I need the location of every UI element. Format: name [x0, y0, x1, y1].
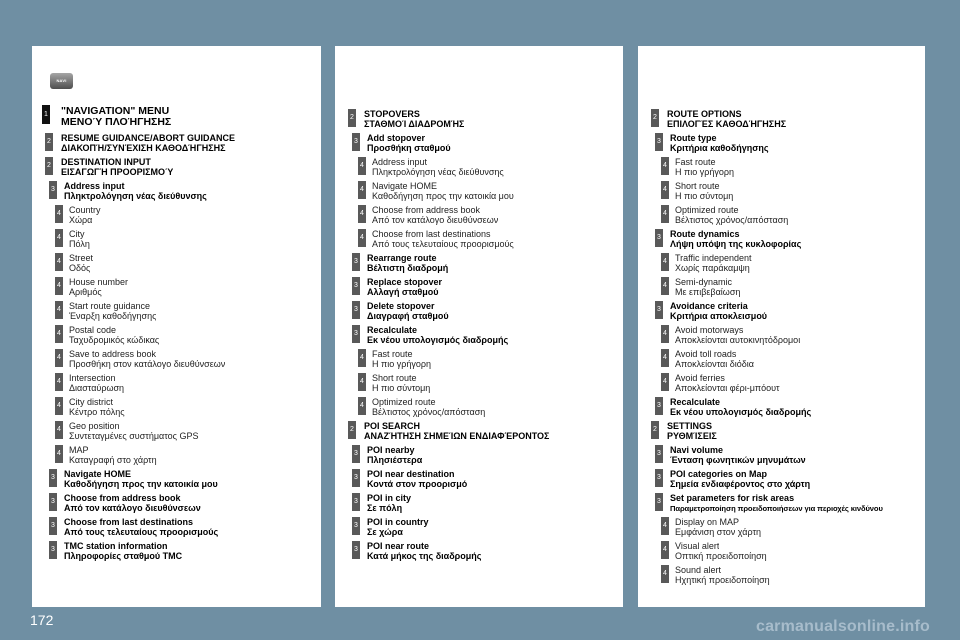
- level-marker: 3: [49, 493, 57, 511]
- entry-label-en: Display on MAP: [675, 517, 740, 527]
- level-marker: 3: [352, 253, 360, 271]
- navi-logo-icon: NAVI: [50, 73, 73, 89]
- watermark: carmanualsonline.info: [755, 618, 930, 635]
- level-marker: 4: [55, 349, 63, 367]
- entry-label-gr: Η πιο γρήγορη: [675, 167, 734, 177]
- level-marker: 4: [661, 373, 669, 391]
- entry-label-en: Set parameters for risk areas: [670, 493, 795, 503]
- entry-label-en: Choose from address book: [64, 493, 181, 503]
- level-marker: 3: [49, 181, 57, 199]
- entry-label-gr: Η πιο γρήγορη: [372, 359, 431, 369]
- entry-label-en: "NAVIGATION" MENU: [61, 105, 170, 117]
- entry-label-gr: ΔΙΑΚΟΠΉ/ΣΥΝΈΧΙΣΗ ΚΑΘΟΔΉΓΗΣΗΣ: [61, 143, 226, 153]
- level-marker: 2: [45, 157, 53, 175]
- entry-label-gr: Η πιο σύντομη: [675, 191, 734, 201]
- entry-label-gr: Καθοδήγηση προς την κατοικία μου: [64, 479, 218, 489]
- level-marker: 4: [55, 229, 63, 247]
- level-marker: 3: [352, 445, 360, 463]
- level-marker: 3: [352, 469, 360, 487]
- entry-label-en: Recalculate: [367, 325, 418, 335]
- entry-label-en: Traffic independent: [675, 253, 752, 263]
- level-marker: 4: [661, 325, 669, 343]
- entry-label-en: Route type: [670, 133, 717, 143]
- level-marker: 4: [358, 349, 366, 367]
- entry-label-en: Choose from last destinations: [64, 517, 194, 527]
- entry-label-en: Avoidance criteria: [670, 301, 748, 311]
- entry-label-en: Navigate HOME: [372, 181, 438, 191]
- entry-label-en: Route dynamics: [670, 229, 740, 239]
- entry-label-en: Optimized route: [372, 397, 436, 407]
- entry-label-gr: Καταγραφή στο χάρτη: [69, 455, 157, 465]
- level-marker: 4: [55, 205, 63, 223]
- level-marker: 3: [655, 445, 663, 463]
- level-marker: 3: [655, 469, 663, 487]
- entry-label-gr: Χωρίς παράκαμψη: [675, 263, 750, 273]
- level-marker: 4: [358, 397, 366, 415]
- entry-label-gr: Διαγραφή σταθμού: [367, 311, 449, 321]
- entry-label-gr: Από τους τελευταίους προορισμούς: [372, 239, 514, 249]
- level-marker: 4: [661, 157, 669, 175]
- entry-label-gr: Βέλτιστη διαδρομή: [367, 263, 449, 273]
- entry-label-en: POI nearby: [367, 445, 415, 455]
- entry-label-gr: Κριτήρια αποκλεισμού: [670, 311, 768, 321]
- level-marker: 2: [651, 109, 659, 127]
- entry-label-en: Choose from last destinations: [372, 229, 491, 239]
- level-marker: 4: [661, 517, 669, 535]
- entry-label-gr: Έναρξη καθοδήγησης: [69, 311, 157, 321]
- level-marker: 4: [661, 277, 669, 295]
- level-marker: 4: [358, 373, 366, 391]
- entry-label-gr: Πληκτρολόγηση νέας διεύθυνσης: [372, 167, 504, 177]
- entry-label-gr: ΕΙΣΑΓΩΓΉ ΠΡΟΟΡΙΣΜΟΎ: [61, 167, 174, 177]
- level-marker: 4: [55, 421, 63, 439]
- page-number: 172: [30, 612, 54, 628]
- entry-label-en: TMC station information: [64, 541, 168, 551]
- level-marker: 4: [55, 445, 63, 463]
- entry-label-gr: Προσθήκη σταθμού: [367, 143, 451, 153]
- entry-label-en: Avoid ferries: [675, 373, 725, 383]
- entry-label-en: Avoid toll roads: [675, 349, 737, 359]
- entry-label-en: SETTINGS: [667, 421, 713, 431]
- entry-label-en: Avoid motorways: [675, 325, 744, 335]
- entry-label-gr: Οδός: [69, 263, 91, 273]
- level-marker: 4: [55, 253, 63, 271]
- level-marker: 4: [358, 181, 366, 199]
- entry-label-gr: Ηχητική προειδοποίηση: [675, 575, 770, 585]
- level-marker: 4: [55, 373, 63, 391]
- entry-label-gr: Σε χώρα: [367, 527, 403, 537]
- entry-label-gr: Καθοδήγηση προς την κατοικία μου: [372, 191, 514, 201]
- entry-label-en: Start route guidance: [69, 301, 151, 311]
- entry-label-gr: ΕΠΙΛΟΓΈΣ ΚΑΘΟΔΉΓΗΣΗΣ: [667, 119, 787, 129]
- entry-label-en: Recalculate: [670, 397, 721, 407]
- entry-label-en: Geo position: [69, 421, 120, 431]
- entry-label-gr: Σημεία ενδιαφέροντος στο χάρτη: [670, 479, 811, 489]
- level-marker: 4: [55, 397, 63, 415]
- level-marker: 3: [49, 469, 57, 487]
- entry-label-en: House number: [69, 277, 129, 287]
- level-marker: 3: [49, 541, 57, 559]
- level-marker: 3: [352, 301, 360, 319]
- level-marker: 3: [655, 493, 663, 511]
- level-marker: 4: [661, 349, 669, 367]
- entry-label-gr: Εκ νέου υπολογισμός διαδρομής: [670, 407, 812, 417]
- entry-label-gr: Παραμετροποίηση προειδοποιήσεων για περιοχές κινδύνου: [670, 504, 883, 513]
- entry-label-en: MAP: [69, 445, 89, 455]
- entry-label-en: Delete stopover: [367, 301, 435, 311]
- entry-label-gr: Κέντρο πόλης: [69, 407, 125, 417]
- entry-label-en: Fast route: [675, 157, 716, 167]
- entry-label-en: Street: [69, 253, 94, 263]
- entry-label-gr: ΡΥΘΜΊΣΕΙΣ: [667, 431, 717, 441]
- level-marker: 4: [661, 181, 669, 199]
- entry-label-en: Navi volume: [670, 445, 724, 455]
- entry-label-gr: Εμφάνιση στον χάρτη: [675, 527, 762, 537]
- entry-label-en: Short route: [372, 373, 417, 383]
- entry-label-gr: Πλησιέστερα: [367, 455, 423, 465]
- level-marker: 4: [358, 229, 366, 247]
- entry-label-en: Optimized route: [675, 205, 739, 215]
- entry-label-gr: Αλλαγή σταθμού: [367, 287, 439, 297]
- level-marker: 4: [358, 205, 366, 223]
- entry-label-gr: Σε πόλη: [367, 503, 403, 513]
- level-marker: 3: [352, 325, 360, 343]
- entry-label-gr: Χώρα: [69, 215, 93, 225]
- entry-label-gr: Κριτήρια καθοδήγησης: [670, 143, 769, 153]
- level-marker: 3: [49, 517, 57, 535]
- level-marker: 3: [655, 133, 663, 151]
- level-marker: 4: [661, 253, 669, 271]
- entry-label-gr: ΜΕΝΟΎ ΠΛΟΉΓΗΣΗΣ: [61, 116, 172, 128]
- entry-label-en: Add stopover: [367, 133, 426, 143]
- entry-label-gr: Βέλτιστος χρόνος/απόσταση: [675, 215, 789, 225]
- level-marker: 1: [42, 105, 50, 124]
- entry-label-en: Semi-dynamic: [675, 277, 733, 287]
- entry-label-gr: Οπτική προειδοποίηση: [675, 551, 767, 561]
- level-marker: 4: [661, 205, 669, 223]
- entry-label-en: ROUTE OPTIONS: [667, 109, 742, 119]
- level-marker: 3: [655, 301, 663, 319]
- entry-label-en: Visual alert: [675, 541, 720, 551]
- menu-column-2: [335, 46, 623, 607]
- level-marker: 3: [352, 517, 360, 535]
- level-marker: 2: [651, 421, 659, 439]
- entry-label-en: Country: [69, 205, 101, 215]
- entry-label-en: Fast route: [372, 349, 413, 359]
- entry-label-en: Address input: [64, 181, 125, 191]
- entry-label-gr: Ταχυδρομικός κώδικας: [69, 335, 160, 345]
- entry-label-gr: Πληροφορίες σταθμού TMC: [64, 551, 183, 561]
- entry-label-gr: ΑΝΑΖΉΤΗΣΗ ΣΗΜΕΊΩΝ ΕΝΔΙΑΦΈΡΟΝΤΟΣ: [364, 431, 550, 441]
- level-marker: 4: [358, 157, 366, 175]
- entry-label-en: POI categories on Map: [670, 469, 768, 479]
- entry-label-en: City: [69, 229, 85, 239]
- entry-label-gr: Με επιβεβαίωση: [675, 287, 741, 297]
- entry-label-en: Replace stopover: [367, 277, 443, 287]
- entry-label-en: POI in country: [367, 517, 429, 527]
- entry-label-en: Address input: [372, 157, 428, 167]
- level-marker: 2: [45, 133, 53, 151]
- entry-label-gr: Εκ νέου υπολογισμός διαδρομής: [367, 335, 509, 345]
- menu-column-1: [32, 46, 321, 607]
- level-marker: 3: [352, 541, 360, 559]
- entry-label-gr: Η πιο σύντομη: [372, 383, 431, 393]
- entry-label-en: Postal code: [69, 325, 117, 335]
- entry-label-gr: Αριθμός: [69, 287, 102, 297]
- entry-label-en: Save to address book: [69, 349, 157, 359]
- entry-label-gr: Βέλτιστος χρόνος/απόσταση: [372, 407, 486, 417]
- entry-label-gr: Λήψη υπόψη της κυκλοφορίας: [670, 239, 802, 249]
- entry-label-gr: Πληκτρολόγηση νέας διεύθυνσης: [64, 191, 207, 201]
- level-marker: 4: [661, 565, 669, 583]
- entry-label-en: Rearrange route: [367, 253, 437, 263]
- entry-label-gr: Πόλη: [69, 239, 90, 249]
- entry-label-gr: Ένταση φωνητικών μηνυμάτων: [670, 455, 806, 465]
- entry-label-en: Choose from address book: [372, 205, 481, 215]
- level-marker: 3: [655, 229, 663, 247]
- entry-label-en: Short route: [675, 181, 720, 191]
- entry-label-en: POI SEARCH: [364, 421, 421, 431]
- level-marker: 4: [55, 301, 63, 319]
- entry-label-gr: ΣΤΑΘΜΟΊ ΔΙΑΔΡΟΜΉΣ: [364, 119, 465, 129]
- entry-label-en: STOPOVERS: [364, 109, 420, 119]
- entry-label-en: Sound alert: [675, 565, 722, 575]
- menu-column-3: [638, 46, 925, 607]
- level-marker: 3: [655, 397, 663, 415]
- entry-label-gr: Κατά μήκος της διαδρομής: [367, 551, 482, 561]
- entry-label-gr: Αποκλείονται αυτοκινητόδρομοι: [675, 335, 801, 345]
- level-marker: 3: [352, 133, 360, 151]
- entry-label-en: Navigate HOME: [64, 469, 132, 479]
- entry-label-en: POI near destination: [367, 469, 455, 479]
- level-marker: 4: [661, 541, 669, 559]
- entry-label-en: DESTINATION INPUT: [61, 157, 151, 167]
- entry-label-en: POI in city: [367, 493, 412, 503]
- level-marker: 3: [352, 493, 360, 511]
- level-marker: 3: [352, 277, 360, 295]
- entry-label-gr: Από τους τελευταίους προορισμούς: [64, 527, 219, 537]
- entry-label-gr: Προσθήκη στον κατάλογο διευθύνσεων: [69, 359, 226, 369]
- entry-label-gr: Αποκλείονται φέρι-μπόουτ: [675, 383, 780, 393]
- entry-label-en: POI near route: [367, 541, 430, 551]
- level-marker: 4: [55, 277, 63, 295]
- entry-label-gr: Συντεταγμένες συστήματος GPS: [69, 431, 199, 441]
- entry-label-en: City district: [69, 397, 114, 407]
- entry-label-gr: Αποκλείονται διόδια: [675, 359, 754, 369]
- level-marker: 2: [348, 109, 356, 127]
- entry-label-en: RESUME GUIDANCE/ABORT GUIDANCE: [61, 133, 236, 143]
- level-marker: 2: [348, 421, 356, 439]
- entry-label-en: Intersection: [69, 373, 116, 383]
- entry-label-gr: Από τον κατάλογο διευθύνσεων: [64, 503, 201, 513]
- entry-label-gr: Κοντά στον προορισμό: [367, 479, 468, 489]
- entry-label-gr: Διασταύρωση: [69, 383, 125, 393]
- level-marker: 4: [55, 325, 63, 343]
- entry-label-gr: Από τον κατάλογο διευθύνσεων: [372, 215, 499, 225]
